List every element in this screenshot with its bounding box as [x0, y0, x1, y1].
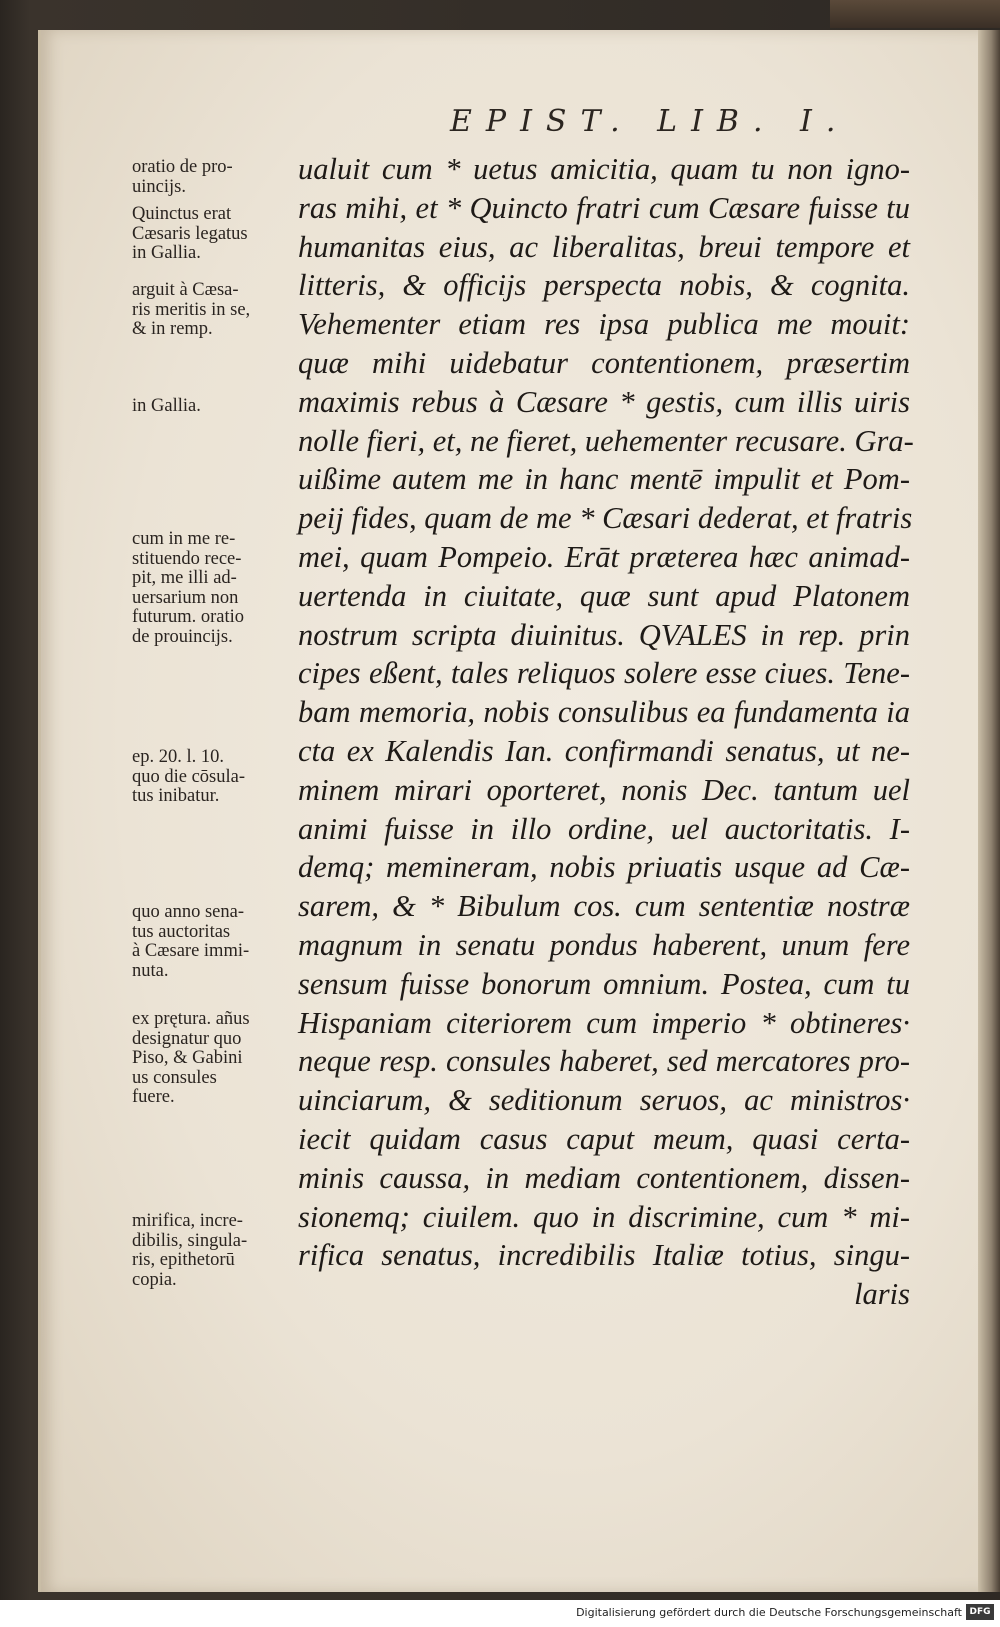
margin-note-line: mirifica, incre-: [132, 1211, 243, 1231]
margin-note: [132, 903, 297, 981]
text-line: neque resp. consules haberet, sed mercatores pro-: [298, 1044, 910, 1079]
text-line: litteris, & officijs perspecta nobis, & cognita.: [298, 268, 910, 303]
text-line: magnum in senatu pondus haberent, unum fere: [298, 927, 910, 962]
margin-note-line: copia.: [132, 1269, 177, 1290]
margin-note: [132, 397, 297, 417]
margin-note-line: futurum. oratio: [132, 607, 245, 627]
margin-note: [132, 1212, 297, 1290]
margin-note-line: us consules: [132, 1067, 217, 1088]
text-line: maximis rebus à Cæsare * gestis, cum illis uiris: [298, 384, 910, 419]
text-line: sionemq; ciuilem. quo in discrimine, cum * mi-: [298, 1199, 910, 1234]
margin-note: [132, 158, 297, 197]
text-line: nolle fieri, et, ne fieret, uehementer recusare. Gra-: [298, 423, 914, 458]
text-line: uertenda in ciuitate, quæ sunt apud Platonem: [298, 578, 910, 613]
text-line: laris: [854, 1277, 910, 1312]
main-text-column: [298, 150, 914, 1314]
margin-note-line: Quinctus erat: [132, 204, 232, 224]
margin-note-line: & in remp.: [132, 319, 213, 339]
margin-note-line: uersarium non: [132, 587, 239, 608]
margin-note-line: nuta.: [132, 960, 169, 981]
margin-note: [132, 281, 297, 340]
margin-note-line: fuere.: [132, 1087, 175, 1107]
text-line: sarem, & * Bibulum cos. cum sententiæ nostræ: [298, 889, 910, 924]
text-line: uißime autem me in hanc mentē impulit et Pom-: [298, 462, 910, 497]
text-line: animi fuisse in illo ordine, uel auctoritatis. I-: [298, 811, 910, 846]
margin-note-line: pit, me illi ad-: [132, 568, 237, 588]
margin-note: [132, 205, 297, 264]
margin-note-line: à Cæsare immi-: [132, 941, 250, 961]
margin-note-line: in Gallia.: [132, 396, 201, 416]
text-line: bam memoria, nobis consulibus ea fundamenta ia: [298, 695, 910, 730]
margin-note-line: stituendo rece-: [132, 548, 242, 569]
text-line: cta ex Kalendis Ian. confirmandi senatus, ut ne-: [298, 733, 910, 768]
text-line: mei, quam Pompeio. Erāt præterea hæc animad-: [298, 539, 910, 574]
margin-note-line: ex prętura. añus: [132, 1009, 250, 1029]
text-line: ras mihi, et * Quincto fratri cum Cæsare fuisse tu: [298, 190, 910, 225]
text-line: ualuit cum * uetus amicitia, quam tu non igno-: [298, 152, 910, 186]
margin-note-line: arguit à Cæsa-: [132, 280, 239, 300]
margin-note-line: in Gallia.: [132, 243, 201, 263]
text-line: iecit quidam casus caput meum, quasi certa-: [298, 1121, 910, 1156]
margin-note-line: cum in me re-: [132, 529, 236, 549]
digitization-credit: Digitalisierung gefördert durch die Deutsche Forschungsgemeinschaft: [576, 1606, 962, 1619]
margin-note-line: de prouincijs.: [132, 626, 233, 647]
text-line: humanitas eius, ac liberalitas, breui tempore et: [298, 229, 910, 264]
margin-note-line: Cæsaris legatus: [132, 223, 248, 244]
book-spine-edge: [830, 0, 1000, 28]
dfg-logo: DFG: [966, 1604, 994, 1620]
margin-note-line: ep. 20. l. 10.: [132, 747, 224, 767]
margin-note-line: uincijs.: [132, 176, 186, 197]
text-line: peij fides, quam de me * Cæsari dederat, et fratris: [298, 501, 913, 536]
margin-note-line: designatur quo: [132, 1028, 242, 1049]
margin-note: [132, 1010, 297, 1108]
text-line: demq; memineram, nobis priuatis usque ad Cæ-: [298, 850, 910, 885]
margin-note-line: tus inibatur.: [132, 786, 220, 806]
text-line: cipes eßent, tales reliquos solere esse ciues. Tene-: [298, 656, 910, 691]
text-line: uinciarum, & seditionum seruos, ac ministros·: [298, 1083, 910, 1118]
running-head: EPIST. LIB. I.: [450, 104, 850, 139]
margin-note-line: dibilis, singula-: [132, 1230, 248, 1251]
margin-note-line: ris, epithetorū: [132, 1250, 235, 1270]
text-line: Vehementer etiam res ipsa publica me mouit:: [298, 307, 910, 342]
text-line: quæ mihi uidebatur contentionem, præsertim: [298, 345, 910, 380]
text-line: minis caussa, in mediam contentionem, dissen-: [298, 1160, 910, 1195]
margin-note: [132, 748, 297, 807]
page-fore-edge: [978, 30, 1000, 1592]
margin-note-line: quo anno sena-: [132, 902, 244, 922]
text-line: nostrum scripta diuinitus. QVALES in rep. prin: [298, 617, 910, 652]
margin-note-line: oratio de pro-: [132, 157, 233, 177]
margin-note: [132, 530, 297, 647]
text-line: rifica senatus, incredibilis Italiæ totius, singu-: [298, 1238, 910, 1273]
footer-strip: [0, 1600, 1000, 1627]
margin-note-line: ris meritis in se,: [132, 299, 251, 320]
text-line: Hispaniam citeriorem cum imperio * obtineres·: [298, 1005, 910, 1040]
margin-note-line: tus auctoritas: [132, 921, 231, 942]
margin-note-line: Piso, & Gabini: [132, 1048, 243, 1068]
text-line: sensum fuisse bonorum omnium. Postea, cum tu: [298, 966, 910, 1001]
margin-note-line: quo die cōsula-: [132, 766, 246, 787]
text-line: minem mirari oporteret, nonis Dec. tantum uel: [298, 772, 910, 807]
